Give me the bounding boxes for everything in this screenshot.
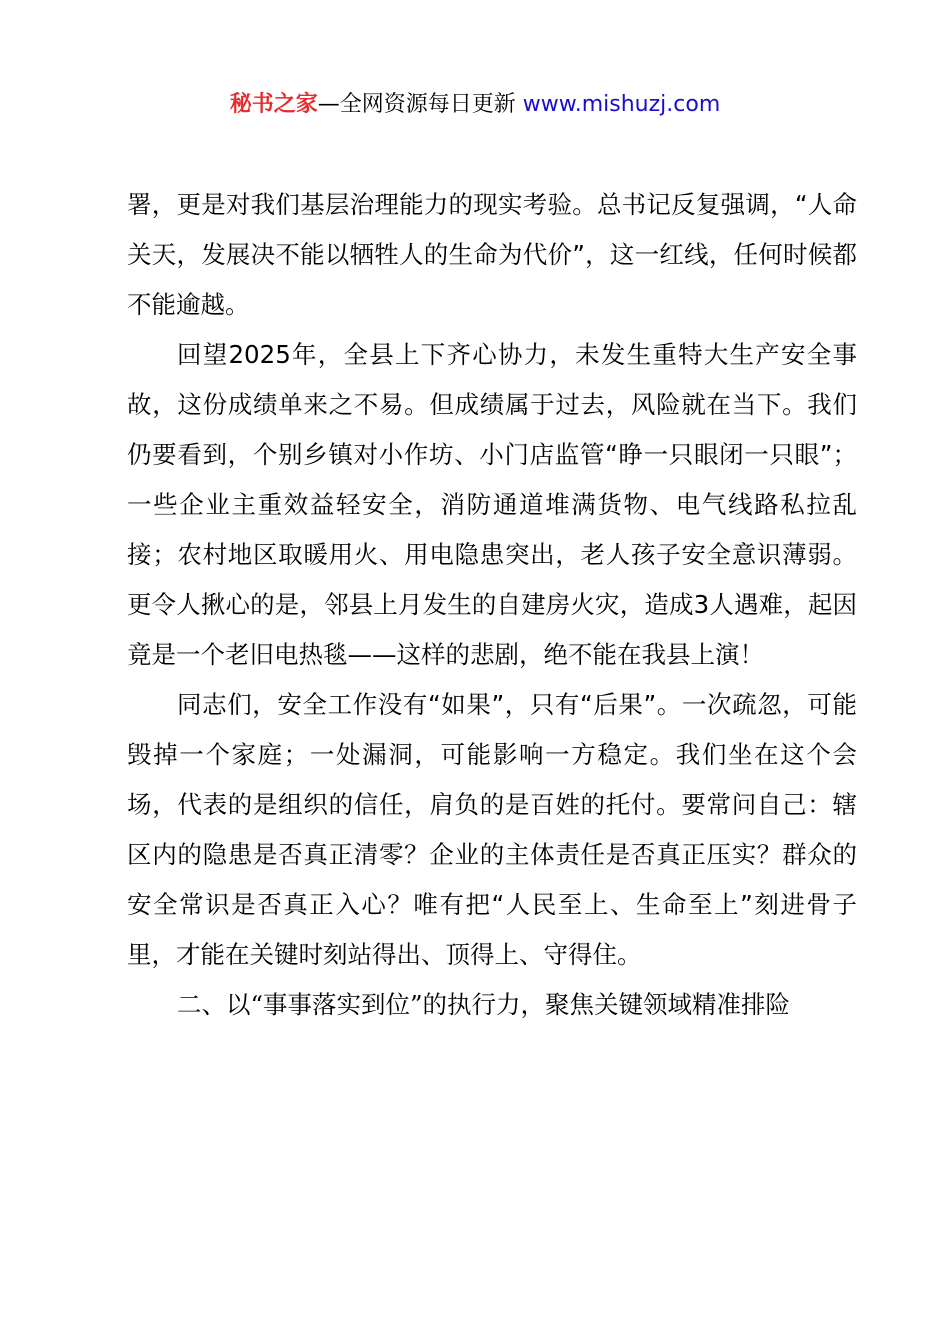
document-body [127,180,857,1030]
header-tagline: —全网资源每日更新 [317,92,523,117]
paragraph-1: 署，更是对我们基层治理能力的现实考验。总书记反复强调，“人命关天，发展决不能以牺牲人的生命为代价”，这一红线，任何时候都不能逾越。 [127,190,857,319]
site-url-link[interactable]: www.mishuzj.com [522,92,721,117]
brand-name: 秘书之家 [229,92,318,117]
paragraph-3: 同志们，安全工作没有“如果”，只有“后果”。一次疏忽，可能毁掉一个家庭；一处漏洞，可能影响一方稳定。我们坐在这个会场，代表的是组织的信任，肩负的是百姓的托付。要常问自己：辖区内的隐患是否真正清零？企业的主体责任是否真正压实？群众的安全常识是否真正入心？唯有把“人民至上、生命至上”刻进骨子里，才能在关键时刻站得出、顶得上、守得住。 [127,690,857,969]
section-heading-2: 二、以“事事落实到位”的执行力，聚焦关键领域精准排险 [177,990,791,1019]
paragraph-2: 回望2025年，全县上下齐心协力，未发生重特大生产安全事故，这份成绩单来之不易。但成绩属于过去，风险就在当下。我们仍要看到，个别乡镇对小作坊、小门店监管“睁一只眼闭一只眼”；一些企业主重效益轻安全，消防通道堆满货物、电气线路私拉乱接；农村地区取暖用火、用电隐患突出，老人孩子安全意识薄弱。更令人揪心的是，邻县上月发生的自建房火灾，造成3人遇难，起因竟是一个老旧电热毯——这样的悲剧，绝不能在我县上演！ [127,340,857,669]
site-header [0,88,950,122]
